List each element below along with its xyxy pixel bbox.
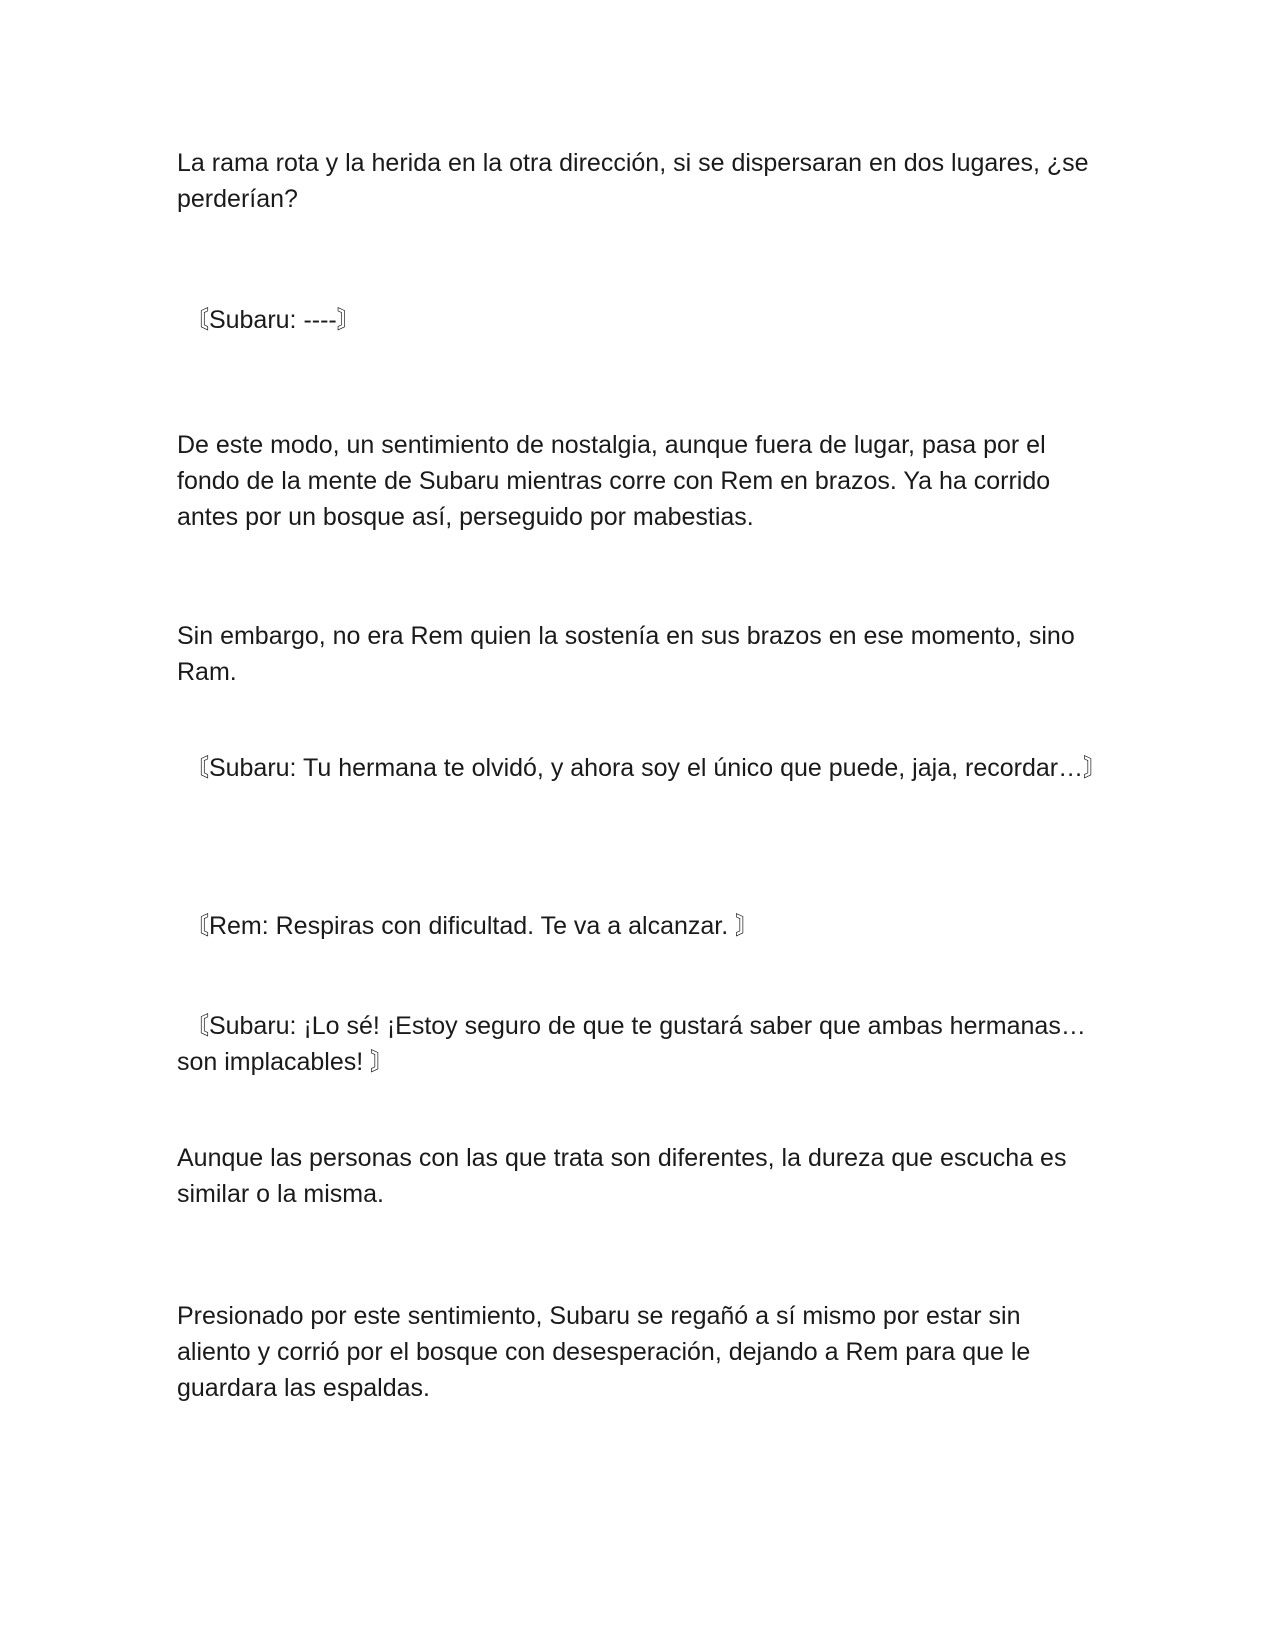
dialogue-rem-breathing: 〘Rem: Respiras con dificultad. Te va a alcanzar. 〙: [177, 912, 761, 940]
dialogue-subaru-silence: 〘Subaru: ----〙: [177, 306, 362, 334]
dialogue-subaru-remember: 〘Subaru: Tu hermana te olvidó, y ahora soy el único que puede, jaja, recordar…〙: [177, 754, 1109, 782]
paragraph-branch-question: La rama rota y la herida en la otra dirección, si se dispersaran en dos lugares, ¿se perderían?: [177, 149, 1089, 213]
paragraph-harshness: Aunque las personas con las que trata son diferentes, la dureza que escucha es similar o la misma.: [177, 1144, 1067, 1208]
dialogue-subaru-sisters: 〘Subaru: ¡Lo sé! ¡Estoy seguro de que te gustará saber que ambas hermanas… son implacables! 〙: [177, 1012, 1086, 1076]
paragraph-running-forest: Presionado por este sentimiento, Subaru se regañó a sí mismo por estar sin aliento y corrió por el bosque con desesperación, dejando a Rem para que le guardara las espaldas.: [177, 1302, 1031, 1402]
paragraph-ram-memory: Sin embargo, no era Rem quien la sostenía en sus brazos en ese momento, sino Ram.: [177, 622, 1075, 686]
paragraph-nostalgia: De este modo, un sentimiento de nostalgia, aunque fuera de lugar, pasa por el fondo de la mente de Subaru mientras corre con Rem en brazos. Ya ha corrido antes por un bosque así, perseguido por mabestias.: [177, 431, 1051, 531]
